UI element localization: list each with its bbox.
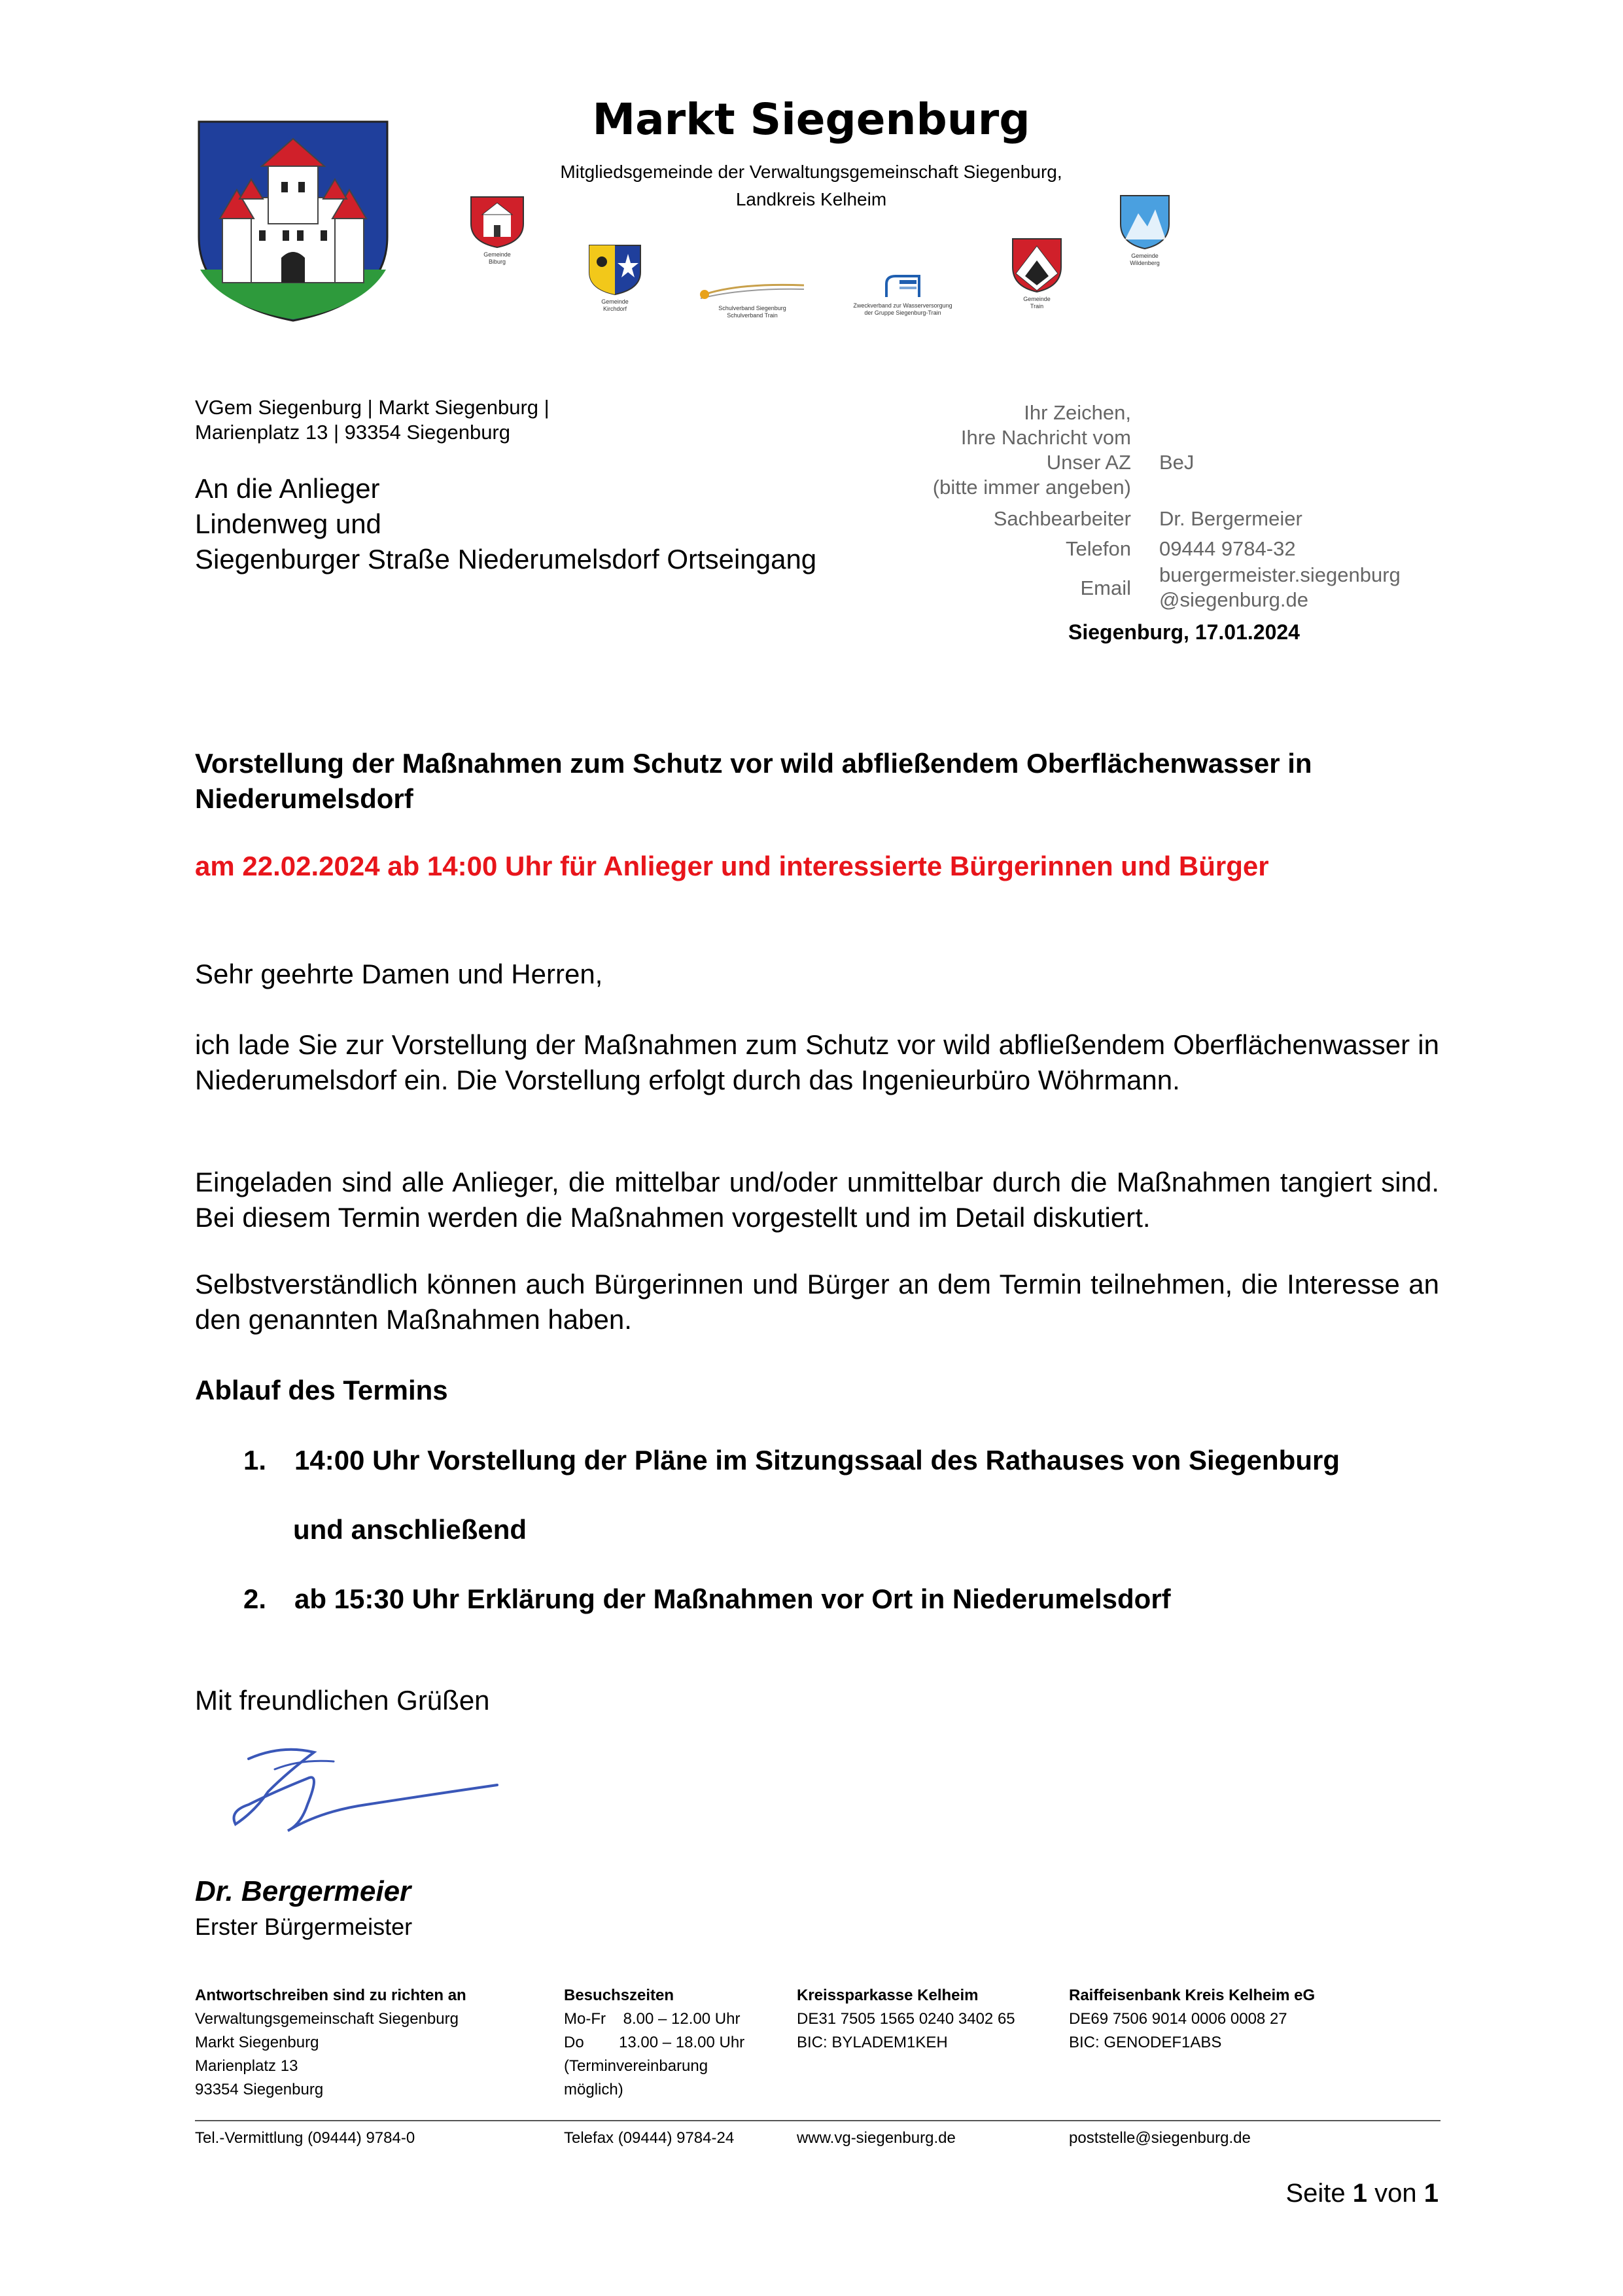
ref-ihr-zeichen-label: Ihr Zeichen, <box>1024 401 1131 424</box>
footer-divider <box>195 2120 1440 2121</box>
closing: Mit freundlichen Grüßen <box>195 1685 490 1716</box>
footer-email-link[interactable]: poststelle@siegenburg.de <box>1069 2129 1251 2147</box>
ref-unser-az-value: BeJ <box>1159 451 1195 474</box>
paragraph-1: ich lade Sie zur Vorstellung der Maßnahmen zum Schutz vor wild abfließendem Oberflächenwasser in Niederumelsdorf ein. Die Vorstellung erfolgt durch das Ingenieurbüro Wöhrmann. <box>195 1029 1439 1095</box>
ref-bitte-label: (bitte immer angeben) <box>932 476 1131 499</box>
ref-sachbearbeiter-label: Sachbearbeiter <box>993 507 1131 530</box>
footer-address-column: Antwortschreiben sind zu richten an Verwaltungsgemeinschaft Siegenburg Markt Siegenburg Marienplatz 13 93354 Siegenburg <box>195 1987 466 2098</box>
agenda-item-1-text: 14:00 Uhr Vorstellung der Pläne im Sitzungssaal des Rathauses von Siegenburg <box>294 1445 1340 1475</box>
footer-phone: Tel.-Vermittlung (09444) 9784-0 <box>195 2129 415 2147</box>
header-subtitle: Mitgliedsgemeinde der Verwaltungsgemeinschaft Siegenburg, Landkreis Kelheim <box>560 162 1062 209</box>
member-crest-schulverband: Schulverband Siegenburg Schulverband Train <box>693 280 811 319</box>
ref-ihre-nachricht-label: Ihre Nachricht vom <box>960 426 1131 449</box>
member-crest-train: Gemeinde Train <box>1001 237 1073 310</box>
footer-bank-1-column: Kreissparkasse Kelheim DE31 7505 1565 0240 3402 65 BIC: BYLADEM1KEH <box>797 1987 1015 2051</box>
member-crest-kirchdorf: Gemeinde Kirchdorf <box>576 243 654 313</box>
signer-name: Dr. Bergermeier <box>195 1875 411 1907</box>
paragraph-2: Eingeladen sind alle Anlieger, die mittelbar und/oder unmittelbar durch die Maßnahmen tangiert sind. Bei diesem Termin werden die Maßnahmen vorgestellt und im Detail diskutiert. <box>195 1167 1439 1233</box>
footer-hours-column: Besuchszeiten Mo-Fr 8.00 – 12.00 Uhr Do 13.00 – 18.00 Uhr (Terminvereinbarung möglich) <box>564 1987 745 2098</box>
salutation: Sehr geehrte Damen und Herren, <box>195 959 603 989</box>
member-crest-zweckverband: Zweckverband zur Wasserversorgung der Gruppe Siegenburg-Train <box>850 274 955 317</box>
event-date-line: am 22.02.2024 ab 14:00 Uhr für Anlieger und interessierte Bürgerinnen und Bürger <box>195 851 1269 881</box>
footer-website-link[interactable]: www.vg-siegenburg.de <box>797 2129 956 2147</box>
ref-telefon-value: 09444 9784-32 <box>1159 537 1296 560</box>
recipient-address: An die Anlieger Lindenweg und Siegenburger Straße Niederumelsdorf Ortseingang <box>195 473 817 574</box>
main-crest-icon <box>196 119 390 323</box>
letter-date: Siegenburg, 17.01.2024 <box>1068 620 1300 644</box>
agenda-heading: Ablauf des Termins <box>195 1375 448 1405</box>
kirchdorf-crest-icon <box>587 243 642 296</box>
train-crest-icon <box>1011 237 1063 293</box>
member-crest-biburg: Gemeinde Biburg <box>458 195 536 266</box>
sender-address: VGem Siegenburg | Markt Siegenburg | Marienplatz 13 | 93354 Siegenburg <box>195 396 550 444</box>
zweckverband-logo-icon <box>880 274 926 300</box>
agenda-item-2-number: 2. <box>243 1583 267 1614</box>
footer-bank-2-column: Raiffeisenbank Kreis Kelheim eG DE69 7506 9014 0006 0008 27 BIC: GENODEF1ABS <box>1069 1987 1316 2051</box>
ref-unser-az-label: Unser AZ <box>1046 451 1131 474</box>
schulverband-logo-icon <box>697 280 808 302</box>
page-title: Markt Siegenburg <box>592 94 1030 145</box>
agenda-item-1-number: 1. <box>243 1445 267 1475</box>
page-number: Seite 1 von 1 <box>1285 2179 1439 2208</box>
paragraph-3: Selbstverständlich können auch Bürgerinnen und Bürger an dem Termin teilnehmen, die Interesse an den genannten Maßnahmen haben. <box>195 1269 1439 1335</box>
signer-role: Erster Bürgermeister <box>195 1913 413 1940</box>
member-crest-wildenberg: Gemeinde Wildenberg <box>1106 194 1184 267</box>
footer-fax: Telefax (09444) 9784-24 <box>564 2129 735 2147</box>
ref-telefon-label: Telefon <box>1066 537 1131 560</box>
biburg-crest-icon <box>469 195 525 249</box>
agenda-item-2-text: ab 15:30 Uhr Erklärung der Maßnahmen vor Ort in Niederumelsdorf <box>294 1583 1171 1614</box>
ref-email-value: buergermeister.siegenburg @siegenburg.de <box>1159 563 1401 611</box>
ref-email-label: Email <box>1080 576 1131 599</box>
handwritten-signature-icon <box>209 1733 510 1850</box>
agenda-connector-text: und anschließend <box>293 1514 527 1545</box>
ref-sachbearbeiter-value: Dr. Bergermeier <box>1159 507 1302 530</box>
wildenberg-crest-icon <box>1119 194 1171 250</box>
letter-subject: Vorstellung der Maßnahmen zum Schutz vor wild abfließendem Oberflächenwasser in Niederumelsdorf <box>195 748 1312 814</box>
